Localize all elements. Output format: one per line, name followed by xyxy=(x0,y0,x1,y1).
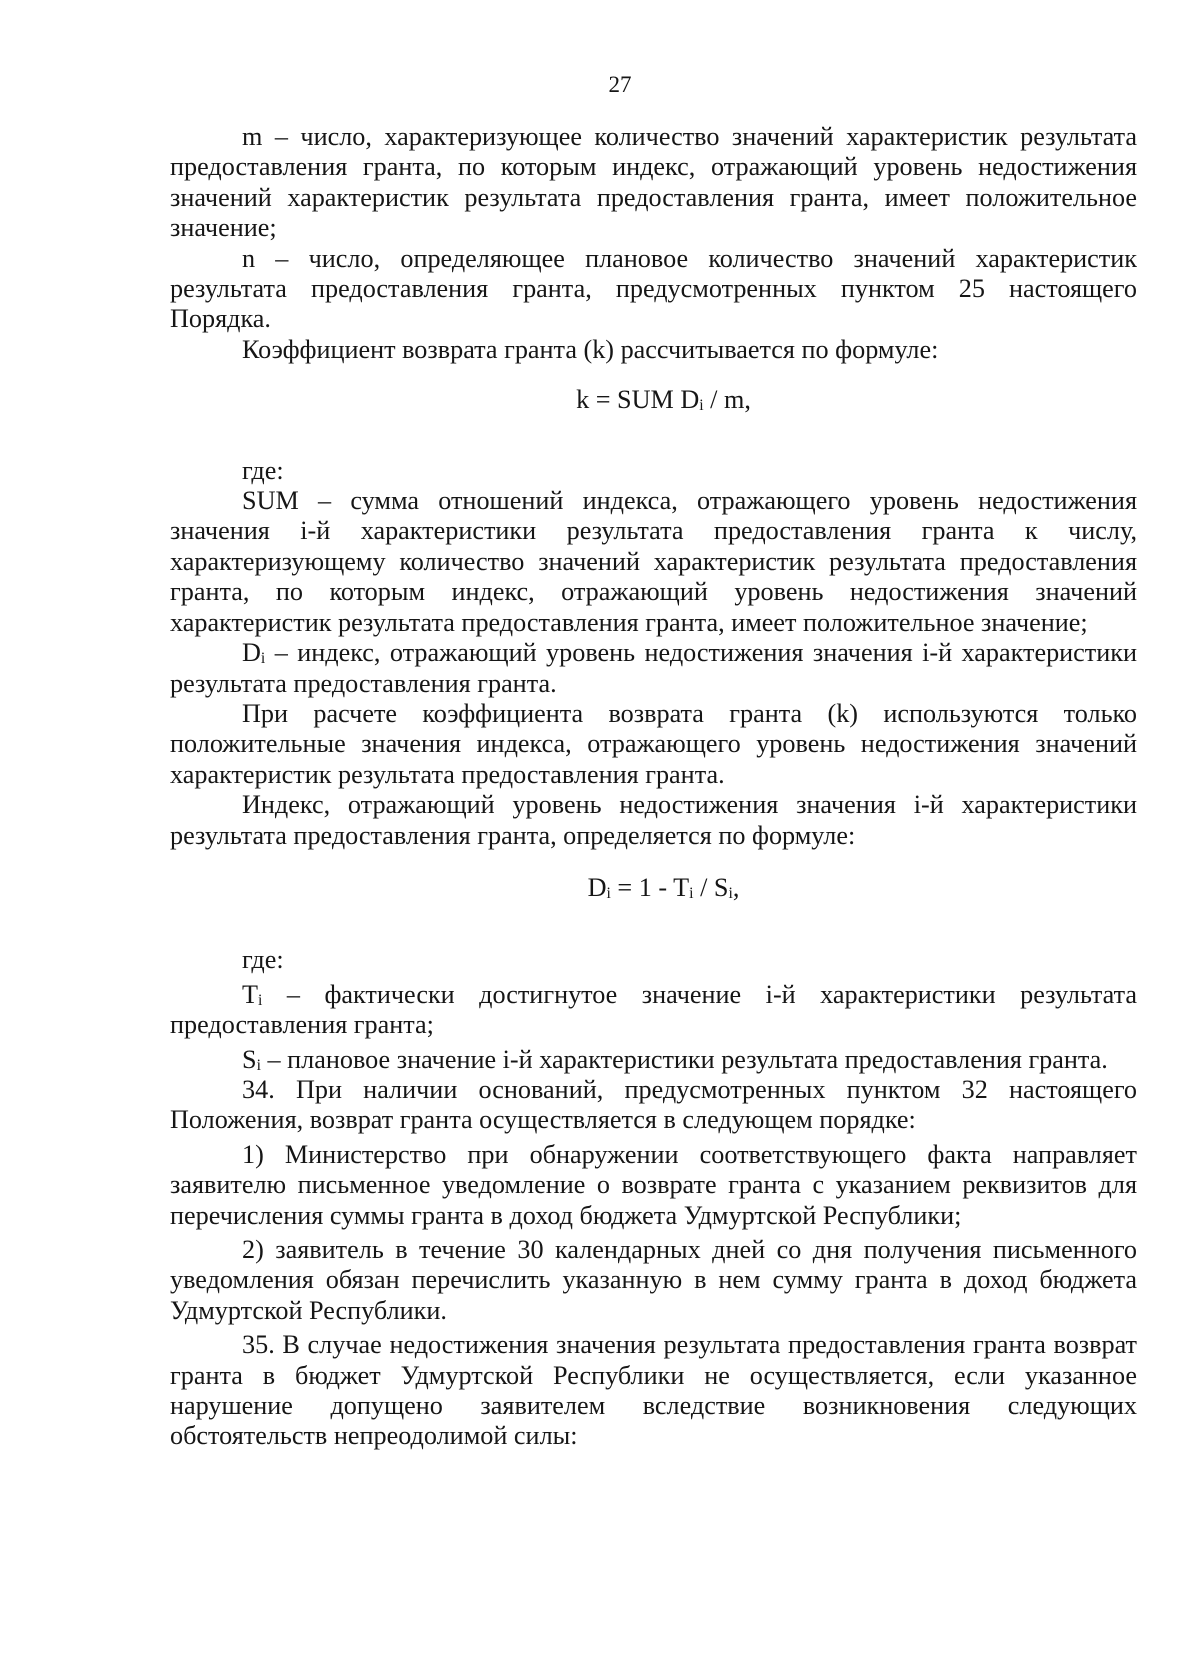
formula-d-sub-a: i xyxy=(606,884,611,902)
formula-d-sub-c: i xyxy=(728,884,733,902)
formula-k xyxy=(170,385,1137,415)
paragraph-item-34: 34. При наличии оснований, предусмотренных пунктом 32 настоящего Положения, возврат гранта осуществляется в следующем порядке: xyxy=(170,1074,1137,1135)
formula-d-sub-b: i xyxy=(689,884,694,902)
di-subscript: i xyxy=(260,650,266,668)
paragraph-item-34-1: 1) Министерство при обнаружении соответствующего факта направляет заявителю письменное уведомление о возврате гранта с указанием реквизитов для перечисления суммы гранта в доход бюджета Удмуртской Республики; xyxy=(170,1139,1137,1230)
ti-symbol: T xyxy=(242,979,258,1009)
paragraph-m-definition: m – число, характеризующее количество значений характеристик результата предоставления гранта, по которым индекс, отражающий уровень недостижения значений характеристик результата предоставления гранта, имеет положительное значение; xyxy=(170,122,1137,243)
si-subscript: i xyxy=(256,1056,261,1074)
paragraph-coefficient-intro: Коэффициент возврата гранта (k) рассчитывается по формуле: xyxy=(242,334,939,364)
formula-k-subscript: i xyxy=(699,397,704,415)
formula-d-part-a: D xyxy=(587,872,607,902)
formula-k-right: / m, xyxy=(703,385,751,415)
page-number: 27 xyxy=(608,72,632,97)
si-symbol: S xyxy=(242,1044,257,1074)
ti-text: – фактически достигнутое значение i-й характеристики результата предоставления гранта; xyxy=(170,979,1137,1040)
paragraph-si-definition xyxy=(170,1045,1137,1075)
di-symbol: D xyxy=(242,638,261,668)
document-body xyxy=(170,122,1137,1452)
paragraph-item-34-2: 2) заявитель в течение 30 календарных дней со дня получения письменного уведомления обязан перечислить указанную в нем сумму гранта в доход бюджета Удмуртской Республики. xyxy=(170,1235,1137,1325)
formula-d xyxy=(170,873,1137,903)
di-text: – индекс, отражающий уровень недостижения значения i-й характеристики результата предоставления гранта. xyxy=(170,638,1137,698)
paragraph-di-definition xyxy=(170,638,1137,699)
where-label-1: где: xyxy=(242,455,284,485)
paragraph-positive-values: При расчете коэффициента возврата гранта (k) используются только положительные значения индекса, отражающего уровень недостижения значений характеристик результата предоставления гранта. xyxy=(170,698,1137,789)
formula-d-part-c: / S xyxy=(693,872,729,902)
paragraph-sum-definition: SUM – сумма отношений индекса, отражающего уровень недостижения значения i-й характеристики результата предоставления гранта к числу, характеризующему количество значений характеристик результата предоставления гранта, по которым индекс, отражающий уровень недостижения значений характеристик результата предоставления гранта, имеет положительное значение; xyxy=(170,486,1137,637)
ti-subscript: i xyxy=(258,991,263,1009)
paragraph-item-35: 35. В случае недостижения значения результата предоставления гранта возврат гранта в бюджет Удмуртской Республики не осуществляется, если указанное нарушение допущено заявителем вследствие возникновения следующих обстоятельств непреодолимой силы: xyxy=(170,1330,1137,1451)
formula-d-part-b: = 1 - T xyxy=(610,872,690,902)
paragraph-index-intro: Индекс, отражающий уровень недостижения значения i-й характеристики результата предоставления гранта, определяется по формуле: xyxy=(170,790,1137,850)
formula-k-left: k = SUM D xyxy=(576,385,700,415)
formula-d-part-d: , xyxy=(732,872,740,902)
paragraph-n-definition: n – число, определяющее плановое количество значений характеристик результата предоставления гранта, предусмотренных пунктом 25 настоящего Порядка. xyxy=(170,243,1137,334)
si-text: – плановое значение i-й характеристики результата предоставления гранта. xyxy=(260,1044,1108,1074)
paragraph-ti-definition xyxy=(170,980,1137,1041)
where-label-2: где: xyxy=(242,945,284,975)
